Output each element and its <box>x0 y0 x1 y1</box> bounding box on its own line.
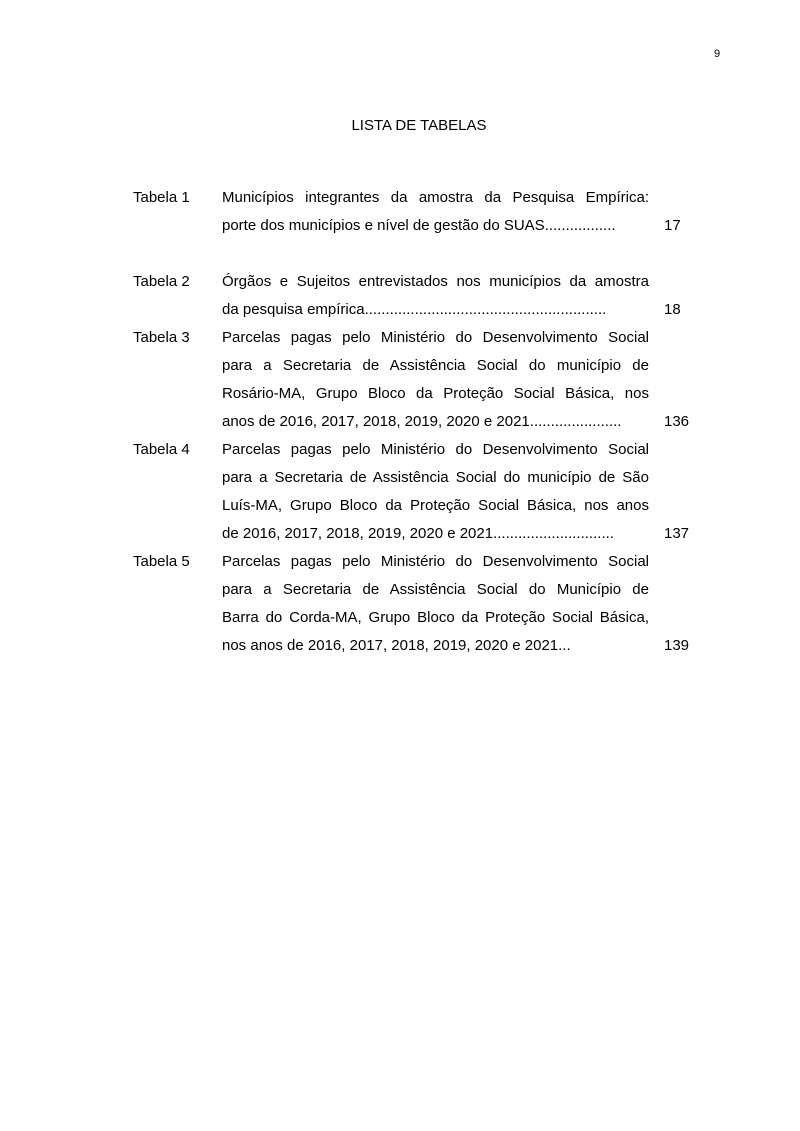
entry-page-number: 139 <box>664 637 690 654</box>
entry-label: Tabela 1 <box>133 189 190 206</box>
table-entry-2[interactable] <box>133 268 703 324</box>
entry-label: Tabela 4 <box>133 441 190 458</box>
page-title: LISTA DE TABELAS <box>351 117 487 134</box>
entry-line: Barra do Corda-MA, Grupo Bloco da Proteção Social Básica, <box>222 609 649 626</box>
entry-line: para a Secretaria de Assistência Social do município de São <box>222 469 649 486</box>
entry-line: para a Secretaria de Assistência Social do Município de <box>222 581 649 598</box>
entry-line: de 2016, 2017, 2018, 2019, 2020 e 2021............................. <box>222 525 614 542</box>
entry-line: Parcelas pagas pelo Ministério do Desenvolvimento Social <box>222 553 649 570</box>
entry-label: Tabela 5 <box>133 553 190 570</box>
entry-line: da pesquisa empírica.......................................................... <box>222 301 607 318</box>
entry-page-number: 137 <box>664 525 690 542</box>
entry-description <box>222 268 649 324</box>
table-entry-4[interactable] <box>133 436 703 548</box>
entry-page-number: 17 <box>664 217 681 234</box>
entry-line: nos anos de 2016, 2017, 2018, 2019, 2020 e 2021... <box>222 637 571 654</box>
entry-description <box>222 548 649 660</box>
entry-line: Rosário-MA, Grupo Bloco da Proteção Social Básica, nos <box>222 385 649 402</box>
entry-line: Órgãos e Sujeitos entrevistados nos municípios da amostra <box>222 273 649 290</box>
entry-line: Municípios integrantes da amostra da Pesquisa Empírica: <box>222 189 649 206</box>
entry-line: Parcelas pagas pelo Ministério do Desenvolvimento Social <box>222 441 649 458</box>
page-number: 9 <box>714 48 721 60</box>
entry-label: Tabela 3 <box>133 329 190 346</box>
entry-description <box>222 436 649 548</box>
entry-page-number: 136 <box>664 413 690 430</box>
entry-line: porte dos municípios e nível de gestão do SUAS................. <box>222 217 616 234</box>
table-entry-1[interactable] <box>133 184 703 240</box>
entry-page-number: 18 <box>664 301 681 318</box>
entry-label: Tabela 2 <box>133 273 190 290</box>
entry-description <box>222 324 649 436</box>
entry-line: Luís-MA, Grupo Bloco da Proteção Social Básica, nos anos <box>222 497 649 514</box>
table-entry-5[interactable] <box>133 548 703 660</box>
entry-line: para a Secretaria de Assistência Social do município de <box>222 357 649 374</box>
entry-line: Parcelas pagas pelo Ministério do Desenvolvimento Social <box>222 329 649 346</box>
entry-line: anos de 2016, 2017, 2018, 2019, 2020 e 2021...................... <box>222 413 622 430</box>
table-entry-3[interactable] <box>133 324 703 436</box>
entry-description <box>222 184 649 240</box>
table-list <box>133 184 703 660</box>
